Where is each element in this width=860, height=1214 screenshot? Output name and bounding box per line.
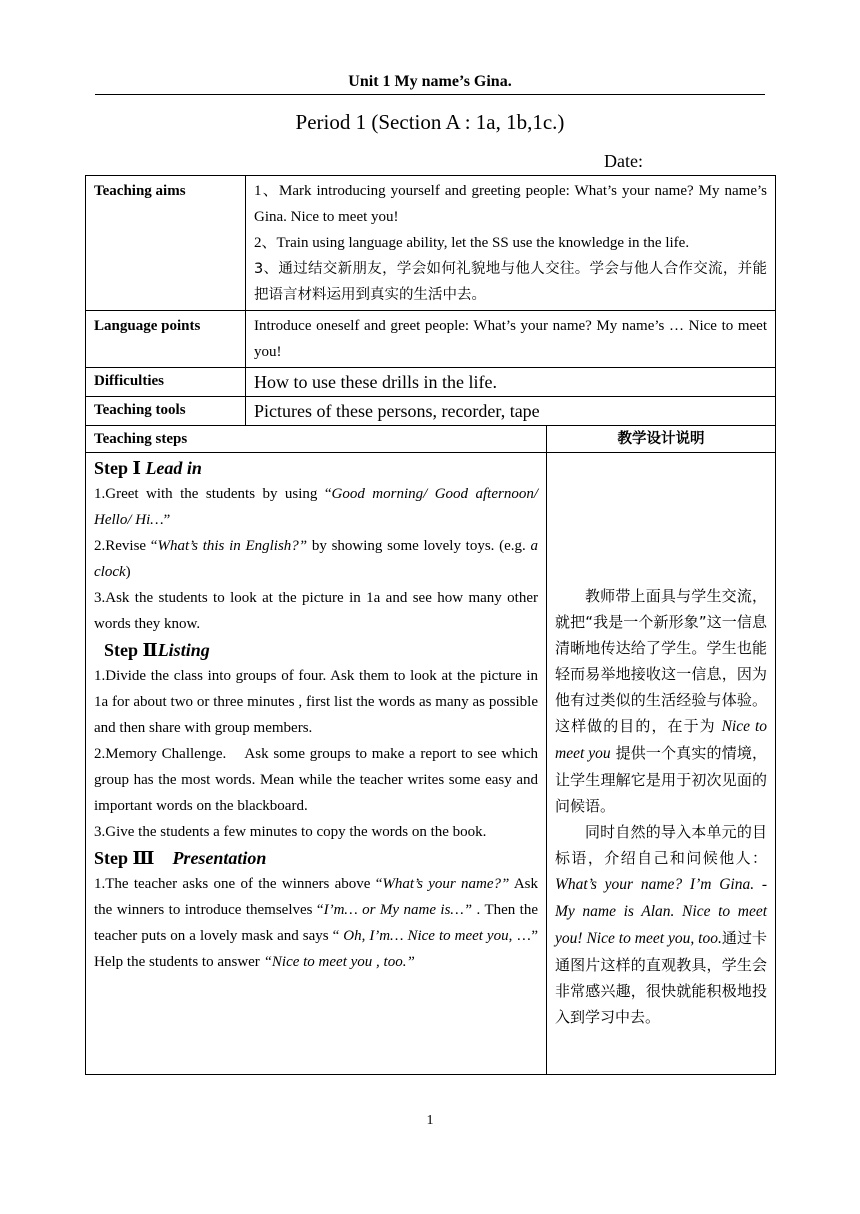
text: 1.The teacher asks one of the winners above “	[94, 876, 383, 892]
text: 1.Greet with the students by using “	[94, 486, 332, 502]
text-italic: “Nice to meet you , too.”	[263, 954, 415, 970]
page-number: 1	[426, 1113, 434, 1128]
step-2-title: Listing	[157, 640, 210, 660]
text: )	[125, 564, 131, 580]
date-label: Date:	[604, 151, 643, 171]
language-points-content: Introduce oneself and greet people: What’s your name? My name’s … Nice to meet you!	[246, 311, 776, 368]
text: 同时自然的导入本单元的目标语，介绍自己和问候他人：	[555, 823, 768, 867]
text: , …” Help the students to answer	[94, 928, 538, 970]
step-1-item-1	[94, 481, 538, 533]
text: 通过卡通图片这样的直观教具，学生会非常感兴趣，很快就能积极地投入到学习中去。	[555, 929, 768, 1026]
text: Ask the winners to introduce themselves “	[94, 876, 539, 918]
step-3-num: Step Ⅲ	[94, 848, 155, 868]
teaching-steps-label: Teaching steps	[86, 426, 547, 453]
lesson-plan-table	[85, 175, 776, 1075]
text-italic: Good morning/ Good afternoon/ Hello/ Hi…	[94, 486, 538, 528]
text-italic: What’s your name? I’m Gina. -My name is Alan. Nice to meet you! Nice to meet you, too.	[555, 876, 768, 947]
period-title: Period 1 (Section A : 1a, 1b,1c.)	[295, 110, 565, 134]
aim-item-3: 3、通过结交新朋友，学会如何礼貌地与他人交往。学会与他人合作交流，并能把语言材料运用到真实的生活中去。	[254, 261, 768, 303]
difficulties-content: How to use these drills in the life.	[246, 368, 776, 397]
unit-title: Unit 1 My name’s Gina.	[348, 73, 512, 90]
step-2-item-2: 2.Memory Challenge. Ask some groups to make a report to see which group has the most words. Mean while the teacher writes some easy and important words on the blackboard.	[94, 746, 542, 814]
step-2-num: Step Ⅱ	[104, 640, 158, 660]
text: 教师带上面具与学生交流，就把“我是一个新形象”这一信息清晰地传达给了学生。学生也能轻而易举地接收这一信息，因为他有过类似的生活经验与体验。这样做的目的，在于为	[555, 587, 768, 735]
text: by showing some lovely toys. (e.g.	[307, 538, 531, 554]
step-1-item-3: 3.Ask the students to look at the picture in 1a and see how many other words they know.	[94, 590, 538, 632]
design-notes	[547, 453, 776, 1075]
steps-content	[86, 453, 547, 1075]
row-teaching-aims	[86, 176, 776, 311]
row-steps-body	[86, 453, 776, 1075]
row-language-points	[86, 311, 776, 368]
step-2-heading	[94, 637, 538, 663]
difficulties-label: Difficulties	[86, 368, 246, 397]
text: ”	[163, 512, 171, 528]
step-2-item-3: 3.Give the students a few minutes to copy the words on the book.	[94, 824, 487, 840]
step-1-heading	[94, 455, 538, 481]
text-italic: What’s your name?”	[382, 876, 510, 892]
step-1-title: Lead in	[145, 458, 202, 478]
step-2-item-1: 1.Divide the class into groups of four. Ask them to look at the picture in 1a for about two or three minutes , first list the words as many as possible and then share with group members.	[94, 668, 538, 736]
teaching-tools-label: Teaching tools	[86, 397, 246, 426]
row-difficulties	[86, 368, 776, 397]
text: . Then the teacher puts on a lovely mask and says “	[94, 902, 539, 944]
notes-paragraph-2	[555, 819, 767, 1030]
text-italic: I’m… or My name is…”	[323, 902, 473, 918]
text-italic: Oh, I’m… Nice to meet you	[343, 928, 509, 944]
text: 提供一个真实的情境，让学生理解它是用于初次见面的问候语。	[555, 744, 768, 815]
text-italic: a clock	[94, 538, 538, 580]
text-italic: What’s this in English?”	[157, 538, 308, 554]
language-points-label: Language points	[86, 311, 246, 368]
step-1-num: Step Ⅰ	[94, 458, 141, 478]
notes-header: 教学设计说明	[547, 426, 776, 453]
teaching-aims-content	[246, 176, 776, 311]
row-teaching-steps-header	[86, 426, 776, 453]
notes-paragraph-1	[555, 583, 767, 819]
teaching-aims-label: Teaching aims	[86, 176, 246, 311]
aim-item-1: 1、Mark introducing yourself and greeting people: What’s your name? My name’s Gina. Nice to meet you!	[254, 183, 768, 225]
step-3-item-1	[94, 871, 538, 975]
text: 2.Revise “	[94, 538, 158, 554]
aim-item-2: 2、Train using language ability, let the SS use the knowledge in the life.	[254, 235, 690, 251]
step-3-heading	[94, 845, 538, 871]
row-teaching-tools	[86, 397, 776, 426]
text-italic: Nice to meet you	[555, 718, 768, 762]
header-rule	[95, 94, 765, 95]
teaching-tools-content: Pictures of these persons, recorder, tape	[246, 397, 776, 426]
step-1-item-2	[94, 533, 538, 585]
step-3-title: Presentation	[172, 848, 267, 868]
